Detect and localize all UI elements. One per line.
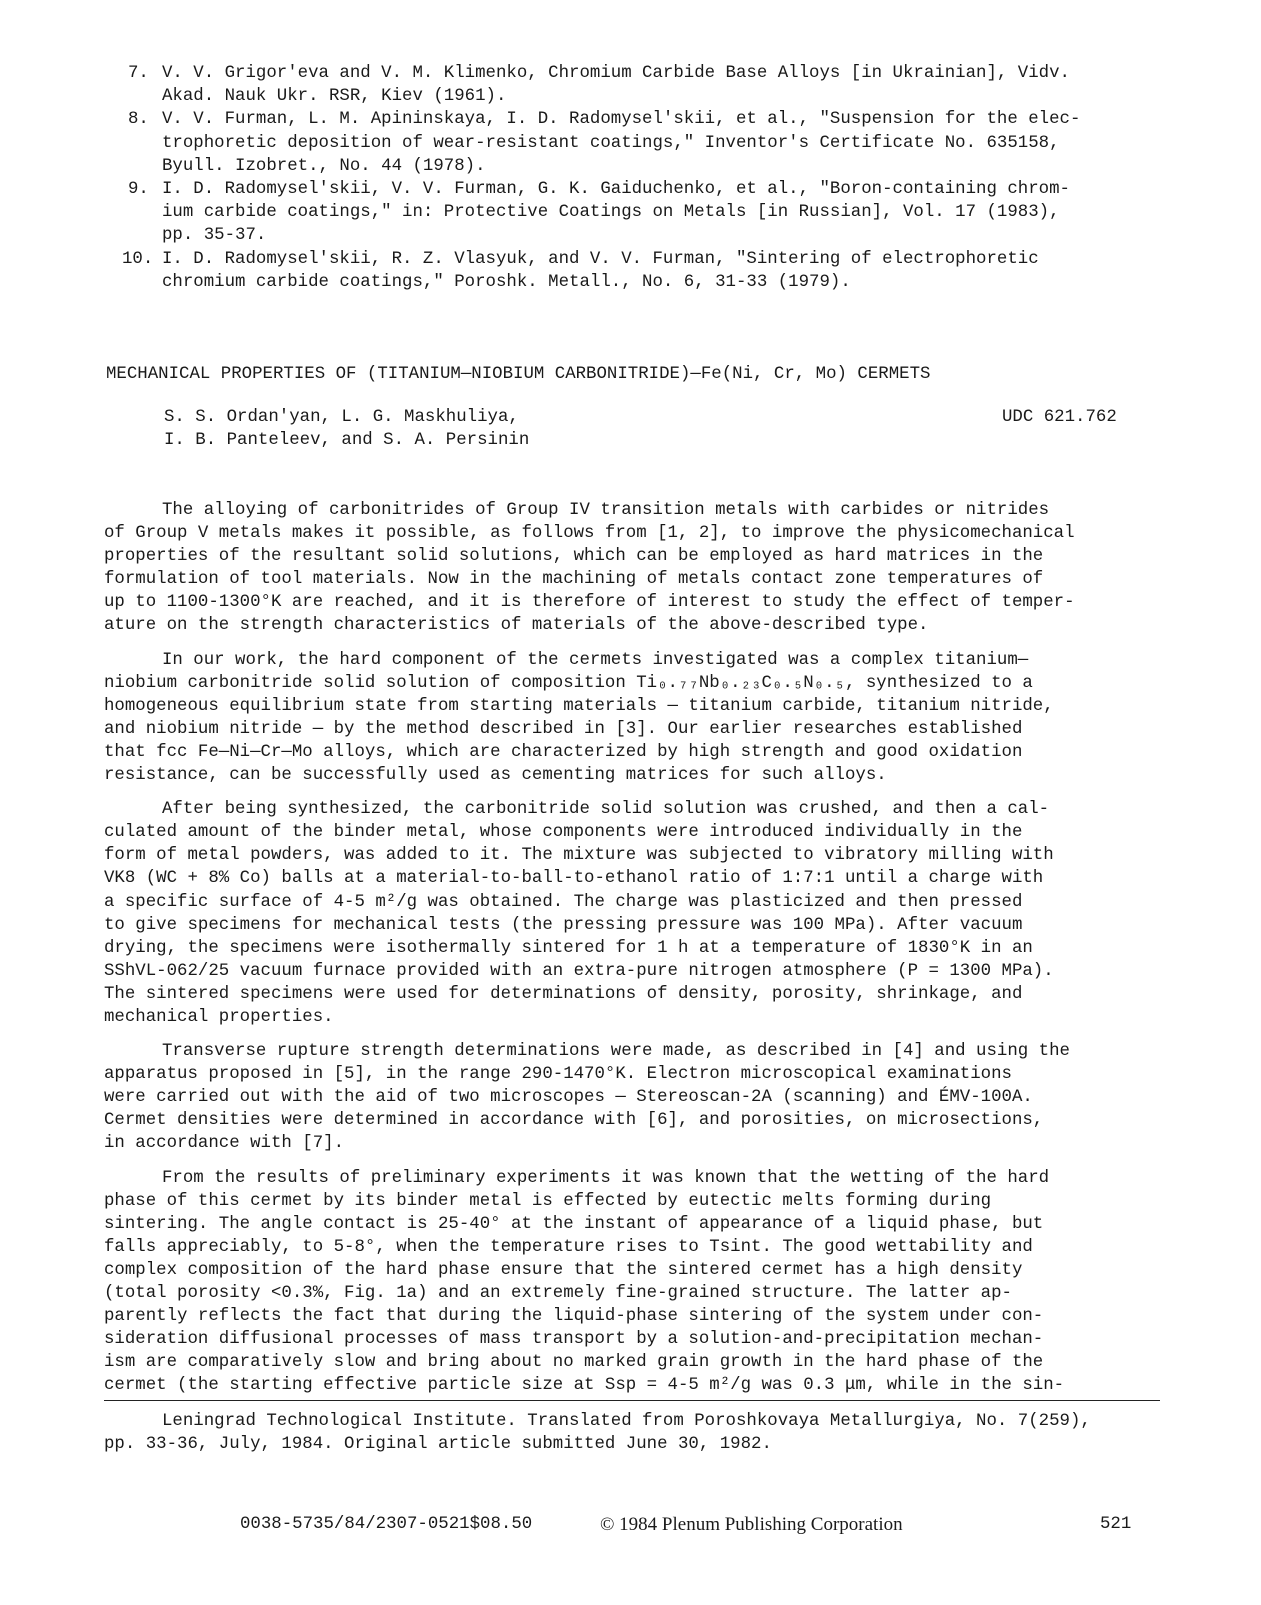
footnote: Leningrad Technological Institute. Translated from Poroshkovaya Metallurgiya, No. 7(259), pp. 33-36, July, 1984. Original article submitted June 30, 1982.: [104, 1412, 1091, 1454]
article-body: [104, 499, 1164, 1408]
reference-number: 7.: [128, 64, 149, 83]
reference-list: [104, 62, 1164, 294]
reference-number: 9.: [128, 180, 149, 200]
udc-code: UDC 621.762: [1002, 408, 1117, 427]
copyright-notice: © 1984 Plenum Publishing Corporation: [600, 1514, 903, 1535]
reference-item: [104, 62, 1164, 108]
reference-text: I. D. Radomysel'skii, V. V. Furman, G. K. Gaiduchenko, et al., "Boron-containing chrom- ium carbide coatings," in: Protective Coatings on Metals [in Russian], Vol. 17 (1983), pp. 35-37.: [162, 180, 1070, 246]
body-paragraph: Transverse rupture strength determinations were made, as described in [4] and using the apparatus proposed in [5], in the range 290-1470°K. Electron microscopical examinations were carried out with the aid of two microscopes — Stereoscan-2A (scanning) and ÉMV-100A. Cermet densities were determined in accordance with [6], and porosities, on microsections, in accordance with [7].: [104, 1042, 1070, 1154]
reference-number: 8.: [128, 110, 149, 130]
reference-text: V. V. Grigor'eva and V. M. Klimenko, Chromium Carbide Base Alloys [in Ukrainian], Vidv. Akad. Nauk Ukr. RSR, Kiev (1961).: [162, 64, 1070, 107]
reference-number: 10.: [122, 249, 154, 269]
reference-text: V. V. Furman, L. M. Apininskaya, I. D. Radomysel'skii, et al., "Suspension for the elec- trophoretic deposition of wear-resistant coatings," Inventor's Certificate No. 635158, Byull. Izobret., No. 44 (1978).: [162, 110, 1081, 176]
reference-item: [104, 248, 1164, 294]
article-title: MECHANICAL PROPERTIES OF (TITANIUM—NIOBIUM CARBONITRIDE)—Fe(Ni, Cr, Mo) CERMETS: [106, 365, 931, 384]
reference-item: [104, 108, 1164, 178]
article-authors: S. S. Ordan'yan, L. G. Maskhuliya, I. B. Panteleev, and S. A. Persinin: [164, 408, 530, 450]
reference-text: I. D. Radomysel'skii, R. Z. Vlasyuk, and V. V. Furman, "Sintering of electrophoretic chromium carbide coatings," Poroshk. Metall., No. 6, 31-33 (1979).: [162, 249, 1039, 292]
reference-item: [104, 178, 1164, 248]
body-paragraph: In our work, the hard component of the cermets investigated was a complex titanium— niobium carbonitride solid solution of composition Ti₀.₇₇Nb₀.₂₃C₀.₅N₀.₅, synthesized to a homogeneous equilibrium state from starting materials — titanium carbide, titanium nitride, and niobium nitride — by the method described in [3]. Our earlier researches established that fcc Fe—Ni—Cr—Mo alloys, which are characterized by high strength and good oxidation resistance, can be successfully used as cementing matrices for such alloys.: [104, 650, 1054, 786]
body-paragraph: The alloying of carbonitrides of Group IV transition metals with carbides or nitrides of Group V metals makes it possible, as follows from [1, 2], to improve the physicomechanical properties of the resultant solid solutions, which can be employed as hard matrices in the formulation of tool materials. Now in the machining of metals contact zone temperatures of up to 1100-1300°K are reached, and it is therefore of interest to study the effect of temper- ature on the strength characteristics of materials of the above-described type.: [104, 501, 1075, 636]
publication-code: 0038-5735/84/2307-0521$08.50: [240, 1515, 533, 1534]
page-number: 521: [1100, 1515, 1132, 1534]
body-paragraph: From the results of preliminary experiments it was known that the wetting of the hard phase of this cermet by its binder metal is effected by eutectic melts forming during sintering. The angle contact is 25-40° at the instant of appearance of a liquid phase, but falls appreciably, to 5-8°, when the temperature rises to Tsint. The good wettability and complex composition of the hard phase ensure that the sintered cermet has a high density (total porosity <0.3%, Fig. 1a) and an extremely fine-grained structure. The latter ap- parently reflects the fact that during the liquid-phase sintering of the system under con- sideration diffusional processes of mass transport by a solution-and-precipitation mechan- ism are comparatively slow and bring about no marked grain growth in the hard phase of the cermet (the starting effective particle size at Ssp = 4-5 m²/g was 0.3 μm, while in the sin-: [104, 1168, 1065, 1396]
footnote-divider: [104, 1400, 1160, 1401]
body-paragraph: After being synthesized, the carbonitride solid solution was crushed, and then a cal- culated amount of the binder metal, whose components were introduced individually in the form of metal powders, was added to it. The mixture was subjected to vibratory milling with VK8 (WC + 8% Co) balls at a material-to-ball-to-ethanol ratio of 1:7:1 until a charge with a specific surface of 4-5 m²/g was obtained. The charge was plasticized and then pressed to give specimens for mechanical tests (the pressing pressure was 100 MPa). After vacuum drying, the specimens were isothermally sintered for 1 h at a temperature of 1830°K in an SShVL-062/25 vacuum furnace provided with an extra-pure nitrogen atmosphere (P = 1300 MPa). The sintered specimens were used for determinations of density, porosity, shrinkage, and mechanical properties.: [104, 800, 1054, 1027]
